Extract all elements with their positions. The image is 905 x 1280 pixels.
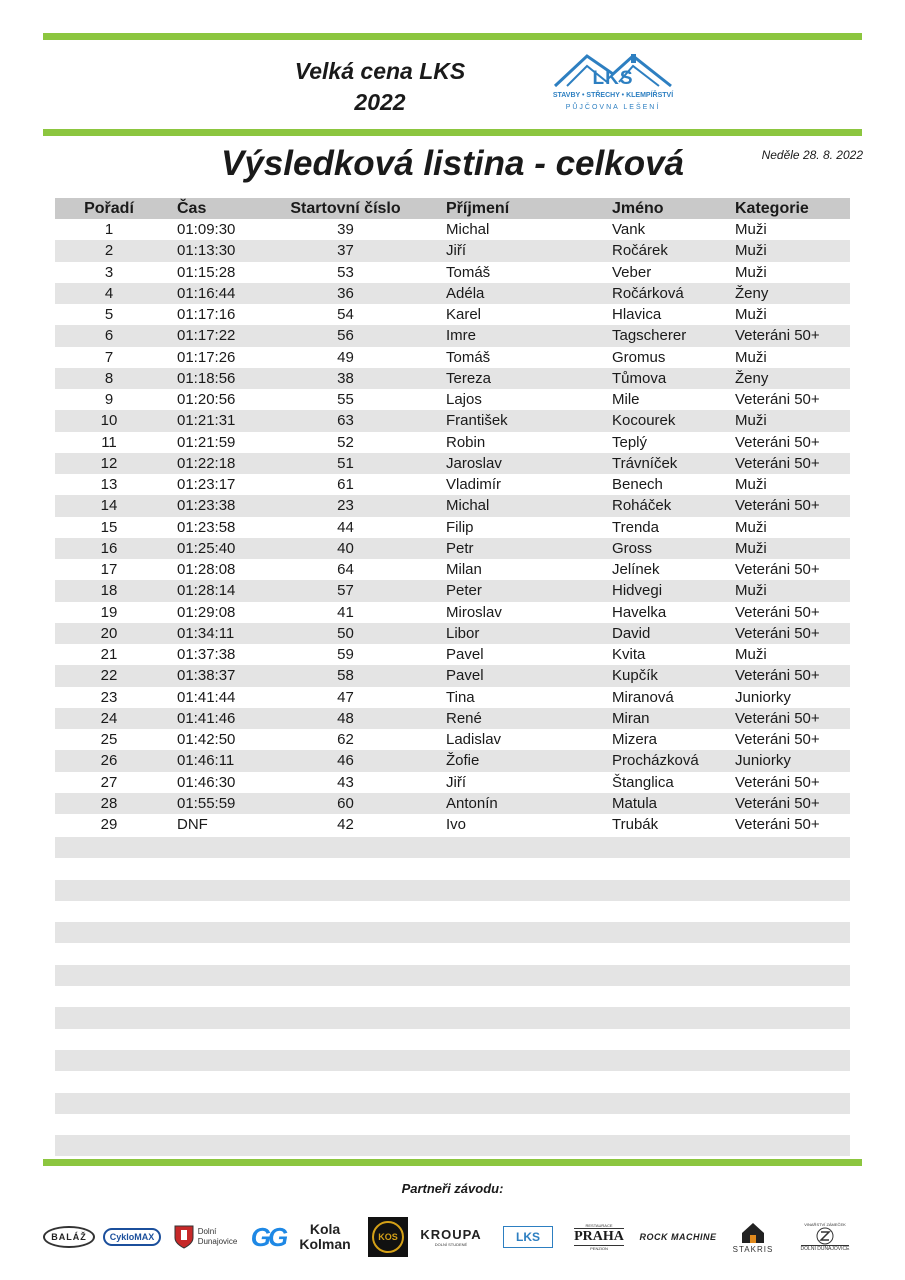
cell-category: Muži bbox=[735, 582, 767, 600]
partner-logo-dolni-dunajovice bbox=[169, 1212, 241, 1262]
cell-rank: 24 bbox=[100, 709, 118, 727]
table-row bbox=[55, 750, 850, 771]
cell-rank: 14 bbox=[100, 497, 118, 515]
table-row bbox=[55, 814, 850, 835]
cell-name: Tůmova bbox=[612, 369, 667, 387]
table-row bbox=[55, 687, 850, 708]
empty-row bbox=[55, 1007, 850, 1028]
cell-rank: 25 bbox=[100, 731, 118, 748]
cell-surname: Ivo bbox=[446, 816, 467, 833]
cell-rank: 27 bbox=[100, 773, 118, 791]
partner-logo-kos: KOS bbox=[367, 1212, 409, 1262]
kolman-line1: Kola bbox=[309, 1221, 341, 1237]
cell-name: Ročárek bbox=[612, 242, 668, 260]
cell-time: 01:17:22 bbox=[177, 327, 236, 345]
cell-surname: Tina bbox=[446, 688, 475, 706]
z-emblem-icon bbox=[815, 1227, 835, 1245]
dolni-line1: Dolní bbox=[197, 1227, 217, 1236]
cell-time: 01:46:11 bbox=[177, 752, 235, 770]
cell-category: Veteráni 50+ bbox=[735, 731, 820, 748]
cell-surname: Lajos bbox=[446, 391, 482, 408]
cell-rank: 26 bbox=[100, 752, 118, 770]
lks-logo-subline: PŮJČOVNA LEŠENÍ bbox=[565, 104, 661, 111]
partner-logo-kola-kolman bbox=[297, 1212, 353, 1262]
cell-rank: 5 bbox=[104, 306, 114, 323]
cell-name: Hlavica bbox=[612, 306, 662, 323]
empty-row bbox=[55, 922, 850, 943]
cell-surname: Ladislav bbox=[446, 731, 502, 748]
table-row bbox=[55, 772, 850, 793]
cell-start-number: 59 bbox=[337, 646, 354, 663]
empty-row bbox=[55, 1093, 850, 1114]
cell-rank: 22 bbox=[100, 667, 118, 685]
cell-time: 01:41:46 bbox=[177, 709, 236, 727]
cell-rank: 20 bbox=[100, 624, 118, 642]
cell-start-number: 58 bbox=[337, 667, 354, 685]
cell-rank: 7 bbox=[104, 348, 114, 366]
document-title: Výsledková listina - celková bbox=[220, 144, 684, 183]
table-row bbox=[55, 793, 850, 814]
cell-rank: 13 bbox=[100, 476, 118, 493]
empty-row bbox=[55, 1050, 850, 1071]
cell-rank: 17 bbox=[100, 561, 118, 578]
cell-category: Veteráni 50+ bbox=[735, 603, 820, 621]
col-header-name: Jméno bbox=[612, 200, 664, 217]
cell-time: 01:18:56 bbox=[177, 369, 236, 387]
cell-start-number: 47 bbox=[337, 688, 354, 706]
col-header-category: Kategorie bbox=[735, 200, 809, 217]
cell-start-number: 43 bbox=[337, 773, 354, 791]
cell-start-number: 63 bbox=[337, 412, 354, 430]
cell-category: Juniorky bbox=[735, 752, 791, 770]
cell-surname: Michal bbox=[446, 497, 490, 515]
partners-label: Partneři závodu: bbox=[401, 1181, 504, 1196]
cell-rank: 29 bbox=[100, 816, 118, 833]
cell-time: 01:22:18 bbox=[177, 454, 236, 472]
cell-surname: Miroslav bbox=[446, 603, 502, 621]
top-rule bbox=[43, 33, 862, 40]
partner-logo-zamecek: VINAŘSTVÍ ZÁMEČEK DOLNÍ DUNAJOVICE bbox=[800, 1222, 850, 1252]
cell-name: Benech bbox=[612, 476, 663, 493]
cell-name: Trenda bbox=[612, 518, 659, 536]
kolman-line2: Kolman bbox=[299, 1236, 351, 1252]
col-header-time: Čas bbox=[177, 200, 207, 217]
table-row bbox=[55, 389, 850, 410]
table-row bbox=[55, 665, 850, 686]
table-row bbox=[55, 219, 850, 240]
cell-category: Veteráni 50+ bbox=[735, 816, 820, 833]
cell-time: 01:20:56 bbox=[177, 391, 236, 408]
empty-row bbox=[55, 1114, 850, 1135]
cell-name: David bbox=[612, 624, 651, 642]
cell-start-number: 44 bbox=[337, 518, 354, 536]
cell-surname: Tomáš bbox=[446, 348, 491, 366]
empty-row bbox=[55, 901, 850, 922]
col-header-start-number: Startovní číslo bbox=[290, 200, 401, 217]
table-row bbox=[55, 453, 850, 474]
cell-name: Mile bbox=[612, 391, 640, 408]
cell-name: Veber bbox=[612, 263, 652, 281]
cell-time: DNF bbox=[177, 816, 208, 833]
empty-row bbox=[55, 965, 850, 986]
cell-start-number: 57 bbox=[337, 582, 354, 600]
empty-row bbox=[55, 1135, 850, 1156]
table-row bbox=[55, 517, 850, 538]
partner-logo-praha: RESTAURACE PRAHA PENZION bbox=[574, 1223, 624, 1251]
cell-time: 01:42:50 bbox=[177, 731, 236, 748]
cell-surname: Karel bbox=[446, 306, 482, 323]
cell-surname: František bbox=[446, 412, 508, 430]
cell-start-number: 36 bbox=[337, 284, 354, 302]
cell-name: Tagscherer bbox=[612, 327, 687, 345]
empty-row bbox=[55, 1071, 850, 1092]
cell-time: 01:34:11 bbox=[177, 624, 235, 642]
cell-surname: Petr bbox=[446, 539, 474, 557]
table-row bbox=[55, 708, 850, 729]
coat-of-arms-icon bbox=[173, 1224, 195, 1250]
table-row bbox=[55, 368, 850, 389]
cell-time: 01:37:38 bbox=[177, 646, 236, 663]
table-row bbox=[55, 495, 850, 516]
cell-name: Miran bbox=[612, 709, 650, 727]
cell-rank: 19 bbox=[100, 603, 118, 621]
cell-category: Veteráni 50+ bbox=[735, 454, 820, 472]
dolni-line2: Dunajovice bbox=[197, 1237, 238, 1246]
cell-rank: 21 bbox=[100, 646, 118, 663]
cell-start-number: 56 bbox=[337, 327, 354, 345]
cell-name: Mizera bbox=[612, 731, 658, 748]
cell-surname: Jiří bbox=[446, 773, 466, 791]
cell-start-number: 60 bbox=[337, 794, 354, 812]
table-row bbox=[55, 410, 850, 431]
table-row bbox=[55, 432, 850, 453]
cell-category: Veteráni 50+ bbox=[735, 561, 820, 578]
cell-name: Teplý bbox=[612, 433, 648, 451]
cell-time: 01:09:30 bbox=[177, 221, 236, 238]
cell-category: Veteráni 50+ bbox=[735, 667, 820, 685]
cell-category: Veteráni 50+ bbox=[735, 624, 820, 642]
table-row bbox=[55, 729, 850, 750]
cell-surname: Jaroslav bbox=[446, 454, 502, 472]
cell-name: Roháček bbox=[612, 497, 672, 515]
table-row bbox=[55, 304, 850, 325]
cell-category: Veteráni 50+ bbox=[735, 794, 820, 812]
cell-rank: 15 bbox=[100, 518, 118, 536]
cell-rank: 11 bbox=[101, 433, 117, 451]
cell-name: Gross bbox=[612, 539, 653, 557]
cell-rank: 4 bbox=[104, 284, 114, 302]
cell-category: Veteráni 50+ bbox=[735, 327, 820, 345]
cell-rank: 16 bbox=[100, 539, 118, 557]
partner-logos bbox=[43, 1212, 865, 1262]
cell-category: Muži bbox=[735, 348, 767, 366]
cell-name: Kvita bbox=[612, 646, 646, 663]
cell-time: 01:28:08 bbox=[177, 561, 236, 578]
empty-table-rows bbox=[55, 837, 850, 1156]
partner-logo-gg: GG bbox=[250, 1221, 286, 1252]
event-title-line2: 2022 bbox=[354, 89, 406, 115]
cell-time: 01:23:38 bbox=[177, 497, 236, 515]
cell-start-number: 49 bbox=[337, 348, 354, 366]
partner-logo-rock-machine: ROCK MACHINE bbox=[639, 1232, 717, 1242]
results-table bbox=[55, 198, 850, 835]
cell-category: Veteráni 50+ bbox=[735, 497, 820, 515]
cell-category: Muži bbox=[735, 518, 767, 536]
partner-logo-stakris: STAKRIS bbox=[727, 1212, 779, 1262]
empty-row bbox=[55, 943, 850, 964]
cell-name: Trávníček bbox=[612, 454, 678, 472]
empty-row bbox=[55, 837, 850, 858]
cell-start-number: 48 bbox=[337, 709, 354, 727]
cell-surname: Libor bbox=[446, 624, 480, 642]
house-icon bbox=[740, 1221, 766, 1245]
cell-start-number: 54 bbox=[337, 306, 354, 323]
lks-logo-word: LKS bbox=[592, 68, 634, 89]
cell-surname: Tereza bbox=[446, 369, 492, 387]
table-row bbox=[55, 602, 850, 623]
cell-category: Veteráni 50+ bbox=[735, 709, 820, 727]
event-date: Neděle 28. 8. 2022 bbox=[761, 148, 863, 162]
partner-logo-balaz: BALÁŽ bbox=[43, 1212, 95, 1262]
table-row bbox=[55, 623, 850, 644]
cell-start-number: 50 bbox=[337, 624, 354, 642]
cell-rank: 1 bbox=[104, 221, 114, 238]
cell-rank: 9 bbox=[104, 391, 114, 408]
cell-name: Miranová bbox=[612, 688, 674, 706]
cell-time: 01:15:28 bbox=[177, 263, 236, 281]
lks-logo bbox=[551, 50, 675, 118]
partner-logo-cyklomax: CykloMAX bbox=[101, 1212, 163, 1262]
cell-time: 01:55:59 bbox=[177, 794, 236, 812]
cell-surname: René bbox=[446, 709, 482, 727]
cell-surname: Imre bbox=[446, 327, 476, 345]
cell-surname: Tomáš bbox=[446, 263, 491, 281]
cell-name: Havelka bbox=[612, 603, 667, 621]
table-row bbox=[55, 347, 850, 368]
table-row bbox=[55, 325, 850, 346]
cell-category: Muži bbox=[735, 646, 767, 663]
cell-surname: Pavel bbox=[446, 646, 484, 663]
cell-rank: 10 bbox=[100, 412, 118, 430]
cell-start-number: 39 bbox=[337, 221, 354, 238]
cell-time: 01:25:40 bbox=[177, 539, 236, 557]
cell-surname: Robin bbox=[446, 433, 486, 451]
partner-logo-lks: LKS bbox=[493, 1212, 563, 1262]
cell-category: Muži bbox=[735, 221, 767, 238]
cell-surname: Antonín bbox=[446, 794, 498, 812]
cell-rank: 3 bbox=[104, 263, 114, 281]
cell-rank: 12 bbox=[100, 454, 118, 472]
cell-surname: Pavel bbox=[446, 667, 484, 685]
cell-category: Veteráni 50+ bbox=[735, 773, 820, 791]
col-header-surname: Příjmení bbox=[446, 200, 510, 217]
cell-rank: 2 bbox=[104, 242, 114, 260]
cell-time: 01:23:58 bbox=[177, 518, 236, 536]
cell-name: Kocourek bbox=[612, 412, 676, 430]
cell-name: Procházková bbox=[612, 752, 699, 770]
cell-start-number: 52 bbox=[337, 433, 354, 451]
table-row bbox=[55, 580, 850, 601]
lks-logo-tagline: STAVBY • STŘECHY • KLEMPÍŘSTVÍ bbox=[552, 92, 674, 99]
table-row bbox=[55, 283, 850, 304]
cell-start-number: 46 bbox=[337, 752, 354, 770]
cell-category: Muži bbox=[735, 539, 767, 557]
cell-category: Muži bbox=[735, 476, 767, 493]
cell-start-number: 42 bbox=[337, 816, 354, 833]
table-header bbox=[55, 198, 850, 219]
cell-name: Štanglica bbox=[612, 773, 674, 791]
empty-row bbox=[55, 858, 850, 879]
cell-start-number: 38 bbox=[337, 369, 354, 387]
cell-category: Ženy bbox=[735, 369, 769, 387]
cell-start-number: 40 bbox=[337, 539, 354, 557]
event-title-line1: Velká cena LKS bbox=[294, 58, 466, 84]
cell-surname: Vladimír bbox=[446, 476, 502, 493]
table-row bbox=[55, 240, 850, 261]
cell-start-number: 41 bbox=[337, 603, 354, 621]
cell-start-number: 55 bbox=[337, 391, 354, 408]
cell-time: 01:38:37 bbox=[177, 667, 236, 685]
cell-name: Kupčík bbox=[612, 667, 658, 685]
cell-time: 01:46:30 bbox=[177, 773, 236, 791]
cell-time: 01:17:26 bbox=[177, 348, 236, 366]
cell-time: 01:23:17 bbox=[177, 476, 236, 493]
cell-start-number: 23 bbox=[337, 497, 354, 515]
cell-time: 01:21:59 bbox=[177, 433, 236, 451]
cell-category: Ženy bbox=[735, 284, 769, 302]
empty-row bbox=[55, 986, 850, 1007]
cell-category: Juniorky bbox=[735, 688, 791, 706]
cell-name: Vank bbox=[612, 221, 646, 238]
table-row bbox=[55, 644, 850, 665]
table-row bbox=[55, 559, 850, 580]
cell-surname: Adéla bbox=[446, 284, 485, 302]
cell-rank: 8 bbox=[104, 369, 114, 387]
cell-rank: 18 bbox=[100, 582, 118, 600]
partner-logo-kroupa: KROUPA DOLNÍ STUDENÉ bbox=[420, 1227, 482, 1247]
footer-rule bbox=[43, 1159, 862, 1166]
cell-time: 01:41:44 bbox=[177, 688, 236, 706]
cell-name: Trubák bbox=[612, 816, 659, 833]
cell-name: Hidvegi bbox=[612, 582, 663, 600]
cell-time: 01:28:14 bbox=[177, 582, 236, 600]
cell-start-number: 64 bbox=[337, 561, 354, 578]
cell-surname: Milan bbox=[446, 561, 482, 578]
table-row bbox=[55, 262, 850, 283]
cell-start-number: 62 bbox=[337, 731, 354, 748]
cell-rank: 23 bbox=[100, 688, 118, 706]
cell-time: 01:21:31 bbox=[177, 412, 236, 430]
cell-name: Gromus bbox=[612, 348, 666, 366]
col-header-rank: Pořadí bbox=[84, 200, 134, 217]
cell-time: 01:17:16 bbox=[177, 306, 236, 323]
cell-start-number: 61 bbox=[337, 476, 354, 493]
cell-name: Matula bbox=[612, 794, 658, 812]
table-body bbox=[55, 219, 850, 835]
cell-name: Ročárková bbox=[612, 284, 684, 302]
cell-start-number: 37 bbox=[337, 242, 354, 260]
empty-row bbox=[55, 880, 850, 901]
empty-row bbox=[55, 1029, 850, 1050]
cell-start-number: 53 bbox=[337, 263, 354, 281]
cell-time: 01:16:44 bbox=[177, 284, 236, 302]
cell-surname: Filip bbox=[446, 518, 474, 536]
table-row bbox=[55, 538, 850, 559]
table-row bbox=[55, 474, 850, 495]
event-title bbox=[260, 56, 500, 118]
cell-name: Jelínek bbox=[612, 561, 660, 578]
cell-surname: Jiří bbox=[446, 242, 466, 260]
cell-rank: 6 bbox=[104, 327, 114, 345]
header-rule bbox=[43, 129, 862, 136]
cell-start-number: 51 bbox=[337, 454, 354, 472]
cell-category: Muži bbox=[735, 412, 767, 430]
cell-surname: Žofie bbox=[446, 752, 480, 770]
cell-category: Muži bbox=[735, 306, 767, 323]
cell-rank: 28 bbox=[100, 794, 118, 812]
cell-surname: Michal bbox=[446, 221, 490, 238]
cell-category: Veteráni 50+ bbox=[735, 433, 820, 451]
cell-time: 01:29:08 bbox=[177, 603, 236, 621]
cell-category: Veteráni 50+ bbox=[735, 391, 820, 408]
cell-category: Muži bbox=[735, 242, 767, 260]
cell-surname: Peter bbox=[446, 582, 482, 600]
cell-time: 01:13:30 bbox=[177, 242, 236, 260]
cell-category: Muži bbox=[735, 263, 767, 281]
